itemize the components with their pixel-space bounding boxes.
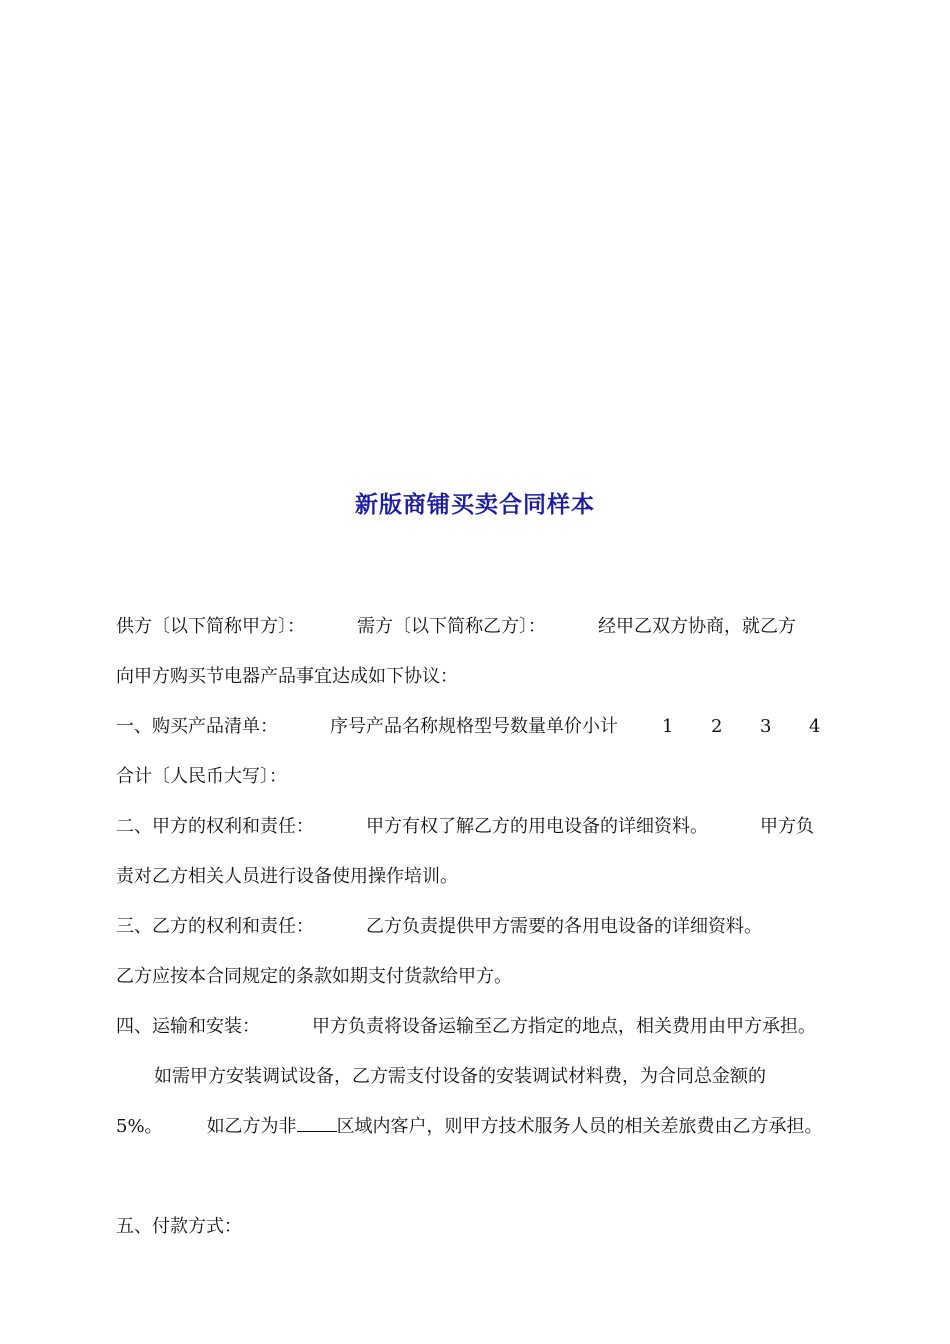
- section-4-item-1: 甲方负责将设备运输至乙方指定的地点，相关费用由甲方承担。: [312, 1016, 816, 1037]
- section-4-item-2: 如需甲方安装调试设备，乙方需支付设备的安装调试材料费，为合同总金额的: [154, 1066, 766, 1087]
- row-number: 3: [760, 716, 772, 737]
- section-4-heading: 四、运输和安装：: [116, 1016, 260, 1037]
- product-list-columns: 序号产品名称规格型号数量单价小计: [330, 716, 618, 737]
- section-2-item-2: 甲方负: [760, 816, 814, 837]
- section-3-item-1: 乙方负责提供甲方需要的各用电设备的详细资料。: [366, 916, 762, 937]
- section-4-item-2-line: [116, 1052, 846, 1102]
- row-number: 4: [809, 716, 821, 737]
- document-body: [116, 602, 846, 1252]
- section-2: [116, 802, 846, 852]
- section-1: [116, 702, 846, 752]
- row-number: 1: [662, 716, 674, 737]
- spacer: [116, 1152, 846, 1202]
- section-2-cont: [116, 852, 846, 902]
- section-1-heading: 一、购买产品清单：: [116, 716, 278, 737]
- section-4-item-3-cont: 区域内客户，则甲方技术服务人员的相关差旅费由乙方承担。: [336, 1116, 823, 1137]
- paragraph-parties: [116, 602, 846, 652]
- party-a-label: 供方〔以下简称甲方〕：: [116, 616, 305, 637]
- section-2-item-2-cont: 责对乙方相关人员进行设备使用操作培训。: [116, 866, 458, 887]
- party-b-label: 需方〔以下简称乙方〕：: [357, 616, 546, 637]
- section-3-heading: 三、乙方的权利和责任：: [116, 916, 314, 937]
- row-number: 2: [711, 716, 723, 737]
- section-1-total: [116, 752, 846, 802]
- section-4-item-2-cont: 5%。: [116, 1116, 163, 1137]
- section-3: [116, 902, 846, 952]
- section-4: [116, 1002, 846, 1052]
- intro-text-cont: 向甲方购买节电器产品事宜达成如下协议：: [116, 666, 458, 687]
- blank-field: [297, 1115, 337, 1132]
- section-3-item-2: 乙方应按本合同规定的条款如期支付货款给甲方。: [116, 966, 512, 987]
- section-5-heading: 五、付款方式：: [116, 1216, 242, 1237]
- section-3-cont: [116, 952, 846, 1002]
- section-2-heading: 二、甲方的权利和责任：: [116, 816, 314, 837]
- paragraph-intro-cont: [116, 652, 846, 702]
- section-4-item-3: 如乙方为非: [206, 1116, 297, 1137]
- section-2-item-1: 甲方有权了解乙方的用电设备的详细资料。: [366, 816, 708, 837]
- section-5: [116, 1202, 846, 1252]
- section-4-item-2-cont-line: [116, 1102, 846, 1152]
- document-title: 新版商铺买卖合同样本: [355, 492, 595, 518]
- intro-text: 经甲乙双方协商，就乙方: [598, 616, 796, 637]
- total-label: 合计〔人民币大写〕：: [116, 766, 287, 787]
